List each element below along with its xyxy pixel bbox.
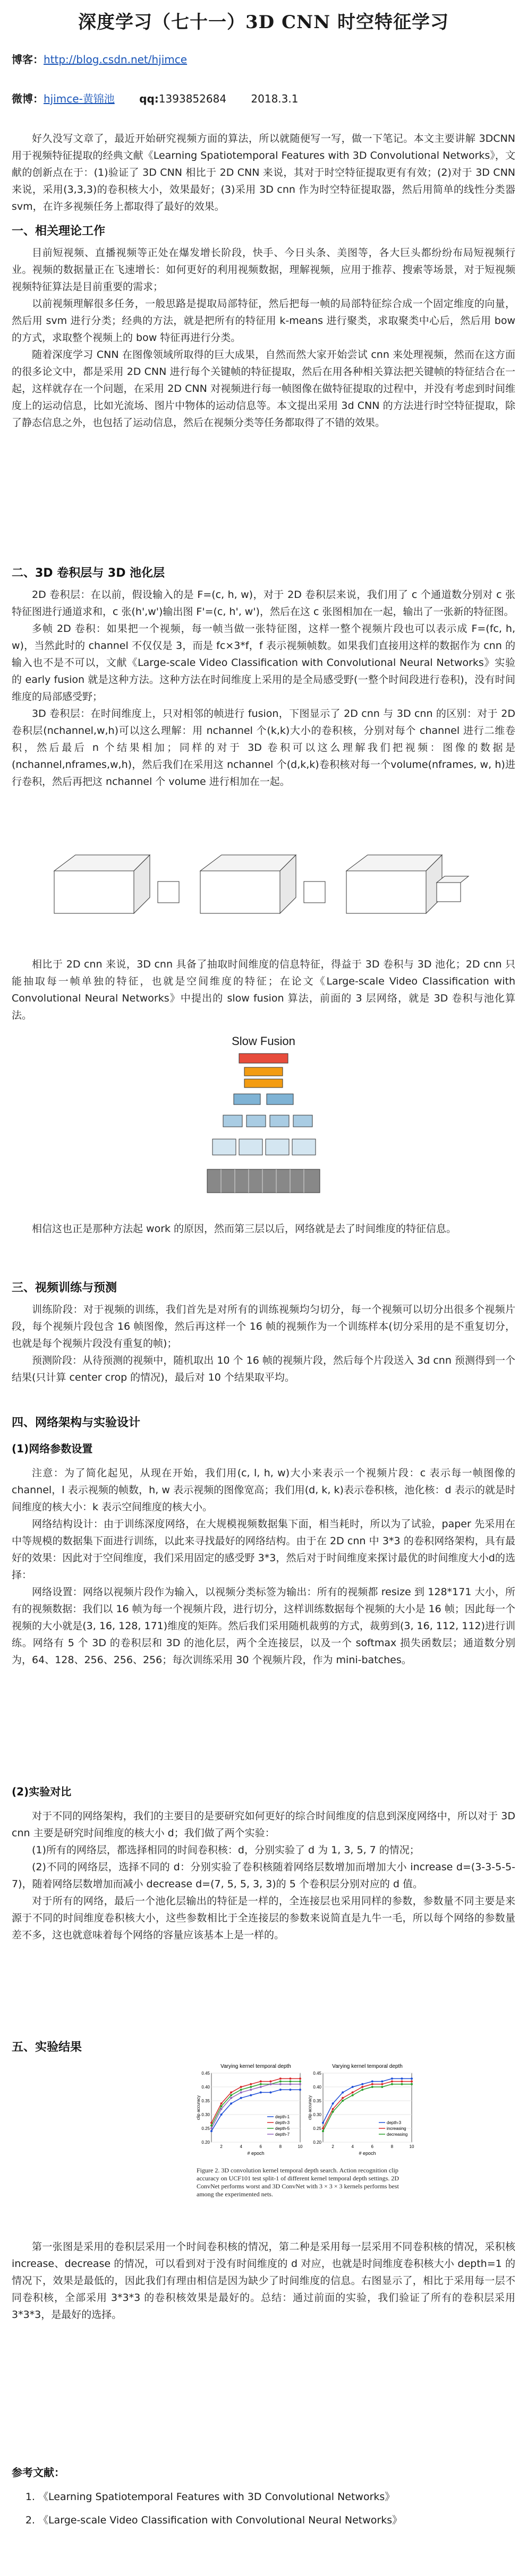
- data-point: [391, 2077, 393, 2079]
- y-tick-label: 0.35: [313, 2099, 321, 2103]
- references-heading: 参考文献：: [12, 2466, 65, 2479]
- s2-paragraph: 相信这也正是那种方法起 work 的原因，然而第三层以后，网络就是去了时间维度的特征信息。: [32, 1223, 457, 1235]
- data-point: [342, 2091, 344, 2093]
- data-point: [240, 2086, 242, 2088]
- data-point: [332, 2102, 334, 2104]
- s5-paragraph: 第一张图是采用的卷积层采用一个时间卷积核的情况，第二种是采用每一层采用不同卷积核的情况，采积核 increase、decrease 的情况，可以看到对于没有时间维度的 d 对应，也就是时间维度卷积核大小 depth=1 的情况下，效果是最低的，因此我们有理由相信是因为缺少了时间维度的信息。右图显示了，相比于采用每一层不同卷积核，全部采用 3*3*3 的卷积核效果是最好的。总结：通过前面的实验，我们验证了所有的卷积层采用 3*3*3，是最好的选择。: [12, 2241, 515, 2321]
- y-tick-label: 0.30: [201, 2112, 210, 2117]
- section-2-body-c: [12, 1220, 515, 1237]
- slow-fusion-caption: Slow Fusion: [232, 1034, 295, 1048]
- post-date: 2018.3.1: [251, 92, 299, 105]
- data-point: [230, 2097, 232, 2099]
- s1-paragraph: 随着深度学习 CNN 在图像领域所取得的巨大成果，自然而然大家开始尝试 cnn 来处理视频，然而在这方面的很多论文中，都是采用 2D CNN 进行每个关键帧的特征提取，然后在用各种相关算法把关键帧的特征结合在一起，这样就存在一个问题，在采用 2D CNN 对视频进行每一帧图像在做特征提取的过程中，并没有考虑到时间维度上的运动信息，比如光流场、图片中物体的运动信息等。本文提出采用 3d CNN 的方法进行时空特征提取，除了静态信息之外，也包括了运动信息，然后在视频分类等任务都取得了不错的效果。: [12, 349, 515, 429]
- data-point: [371, 2086, 373, 2088]
- data-point: [220, 2108, 223, 2110]
- data-point: [260, 2081, 262, 2083]
- data-point: [260, 2086, 262, 2088]
- data-point: [411, 2081, 413, 2083]
- data-point: [220, 2113, 223, 2116]
- section-2-body-a: [12, 586, 515, 790]
- data-point: [401, 2083, 403, 2085]
- data-point: [230, 2102, 232, 2104]
- s4-paragraph: 网络设置：网络以视频片段作为输入，以视频分类标签为输出：所有的视频都 resize 到 128*171 大小，所有的视频数据：我们以 16 帧为每一个视频片段，进行切分，这样训练数据每个视频的大小是 16 帧；因此每一个视频的大小就是(3, 16, 128, 171)维度的矩阵。然后我们采用随机裁剪的方式，裁剪到(3, 16, 112, 112)进行训练。网络有 5 个 3D 的卷积层和 3D 的池化层，两个全连接层，以及一个 softmax 损失函数层；通道数分别为，64、128、256、256、256；每次训练采用 30 个视频片段，作为 mini-batches。: [12, 1586, 515, 1666]
- data-point: [260, 2083, 262, 2085]
- y-tick-label: 0.35: [201, 2099, 210, 2103]
- y-tick-label: 0.40: [313, 2085, 321, 2090]
- 2d-conv-multiframe-diagram: [200, 855, 325, 913]
- qq-number: 1393852684: [158, 92, 227, 105]
- legend-label: depth-1: [275, 2115, 290, 2119]
- s4-paragraph: (2)不同的网络层，选择不同的 d：分别实验了卷积核随着网络层数增加而增加大小 increase d=(3-3-5-5-7)，随着网络层数增加而减小 decrease d=(7, 5, 5, 3, 3)的 5 个卷积层分别对应的 d 值。: [12, 1861, 515, 1890]
- s4-paragraph: (1)所有的网络层，都选择相同的时间卷积核：d，分别实验了 d 为 1, 3, 5, 7 的情况；: [32, 1844, 420, 1856]
- conv-diagrams: [49, 850, 474, 924]
- fc-layer: [244, 1079, 283, 1088]
- data-point: [250, 2089, 252, 2091]
- x-tick-label: 6: [371, 2144, 374, 2149]
- y-tick-label: 0.20: [201, 2140, 210, 2145]
- data-point: [269, 2081, 271, 2083]
- data-point: [381, 2086, 383, 2088]
- s1-paragraph: 以前视频理解很多任务，一般思路是提取局部特征，然后把每一帧的局部特征综合成一个固定维度的向量，然后用 svm 进行分类；经典的方法，就是把所有的特征用 k-means 进行聚类，求取聚类中心后，然后用 bow 的方式，求取整个视频上的 bow 特征再进行分类。: [12, 298, 515, 344]
- data-point: [240, 2091, 242, 2093]
- legend-label: depth-3: [275, 2120, 290, 2125]
- data-point: [269, 2083, 271, 2085]
- data-point: [250, 2094, 252, 2096]
- section-2-heading: 二、3D 卷积层与 3D 池化层: [12, 567, 165, 580]
- blog-link[interactable]: http://blog.csdn.net/hjimce: [44, 53, 188, 66]
- data-point: [279, 2089, 282, 2091]
- 3d-conv-diagram: [346, 855, 469, 913]
- data-point: [371, 2081, 373, 2083]
- blog-line: [12, 51, 187, 66]
- data-point: [381, 2083, 383, 2085]
- data-point: [299, 2077, 301, 2079]
- conv-layer-row: [223, 1115, 312, 1127]
- output-layer: [239, 1054, 288, 1063]
- section-3-heading: 三、视频训练与预测: [12, 1281, 117, 1295]
- data-point: [240, 2097, 242, 2099]
- data-point: [299, 2089, 301, 2091]
- reference-item: 1. 《Learning Spatiotemporal Features with 3D Convolutional Networks》: [38, 2485, 515, 2509]
- y-tick-label: 0.40: [201, 2085, 210, 2090]
- qq-label: qq:: [139, 92, 159, 105]
- legend-label: decreasing: [387, 2132, 408, 2137]
- x-tick-label: 4: [240, 2144, 242, 2149]
- data-point: [260, 2091, 262, 2093]
- conv-layer-row: [212, 1139, 316, 1155]
- data-point: [371, 2083, 373, 2085]
- section-4-sub1: (1)网络参数设置: [12, 1442, 93, 1455]
- results-chart-svg: [197, 2061, 414, 2162]
- x-tick-label: 4: [351, 2144, 354, 2149]
- weibo-line: [12, 90, 298, 106]
- x-tick-label: 2: [220, 2144, 223, 2149]
- data-point: [361, 2089, 363, 2091]
- blog-label: 博客：: [12, 53, 44, 66]
- input-frames: [207, 1169, 320, 1193]
- data-point: [352, 2091, 354, 2093]
- fc-layer: [244, 1067, 283, 1076]
- y-axis-label: clip accuracy: [308, 2095, 312, 2120]
- x-axis-label: # epoch: [359, 2151, 376, 2156]
- s2-paragraph: 相比于 2D cnn 来说，3D cnn 具备了抽取时间维度的信息特征，得益于 3D 卷积与 3D 池化；2D cnn 只能抽取每一帧单独的特征，也就是空间维度的特征；在论文《Large-scale Video Classification with Convolutional Neural Networks》中提出的 slow fusion 算法，前面的 3 层网络，就是 3D 卷积与池化算法。: [12, 958, 515, 1021]
- data-point: [220, 2105, 223, 2107]
- section-5-body: [12, 2238, 515, 2323]
- reference-item: 2. 《Large-scale Video Classification with Convolutional Neural Networks》: [38, 2509, 515, 2532]
- legend-label: depth-3: [387, 2120, 402, 2125]
- s4-paragraph: 注意：为了简化起见，从现在开始，我们用(c, l, h, w)大小来表示一个视频片段：c 表示每一帧图像的 channel，l 表示视频的帧数，h, w 表示视频的图像宽高；我们用(d, k, k)表示卷积核，池化核：d 表示的就是时间维度的核大小：k 表示空间维度的核大小。: [12, 1467, 515, 1513]
- s2-paragraph: 3D 卷积层：在时间维度上，只对相邻的帧进行 fusion，下图显示了 2D cnn 与 3D cnn 的区别：对于 2D 卷积层(nchannel,w,h)可以这么理解：用 nchannel 个(k,k)大小的卷积核，分别对每个 channel 进行二维卷积，然后最后 n 个结果相加；同样的对于 3D 卷积可以这么理解我们把视频：图像的数据是(nchannel,nframes,w,h)，然后我们在采用这 nchannel 个(d,k,k)卷积核对每一个volume(nframes, w, h)进行卷积，然后再把这 nchannel 个 volume 进行相加在一起。: [12, 708, 515, 788]
- data-point: [240, 2089, 242, 2091]
- y-tick-label: 0.25: [201, 2126, 210, 2131]
- weibo-link[interactable]: hjimce-黄锦池: [44, 92, 115, 105]
- section-5-heading: 五、实验结果: [12, 2041, 82, 2054]
- slow-fusion-figure: [202, 1034, 325, 1204]
- data-point: [289, 2081, 291, 2083]
- section-4-body-a: [12, 1465, 515, 1668]
- data-point: [279, 2081, 282, 2083]
- legend-label: increasing: [387, 2126, 406, 2131]
- data-point: [391, 2083, 393, 2085]
- section-2-body-b: [12, 956, 515, 1024]
- data-point: [411, 2083, 413, 2085]
- y-tick-label: 0.20: [313, 2140, 321, 2145]
- data-point: [352, 2086, 354, 2088]
- s3-paragraph: 预测阶段：从待预测的视频中，随机取出 10 个 16 帧的视频片段，然后每个片段送入 3d cnn 预测得到一个结果(只计算 center crop 的情况)，最后对 10 个结果取平均。: [12, 1355, 515, 1383]
- data-point: [381, 2081, 383, 2083]
- chart-title: Varying kernel temporal depth: [220, 2064, 291, 2069]
- section-1-body: [12, 244, 515, 431]
- data-point: [230, 2091, 232, 2093]
- intro: [12, 130, 515, 215]
- weibo-label: 微博：: [12, 92, 44, 105]
- s4-paragraph: 对于所有的网络，最后一个池化层输出的特征是一样的，全连接层也采用同样的参数，参数量不同主要是来源于不同的时间维度卷积核大小，这些参数相比于全连接层的参数来说简直是九牛一毛，所以每个网络的参数量差不多，这也就意味着每个网络的容量应该基本上是一样的。: [12, 1895, 515, 1941]
- data-point: [352, 2094, 354, 2096]
- y-tick-label: 0.25: [313, 2126, 321, 2131]
- y-tick-label: 0.45: [313, 2071, 321, 2076]
- s2-paragraph: 2D 卷积层：在以前，假设输入的是 F=(c, h, w)，对于 2D 卷积层来说，我们用了 c 个通道数分别对 c 张特征图进行通道求和，c 张(h',w')输出图 F'=(c, h', w')，然后在这 c 张图相加在一起，输出了一张新的特征图。: [12, 589, 515, 618]
- x-axis-label: # epoch: [247, 2151, 265, 2156]
- data-point: [322, 2122, 324, 2124]
- data-point: [289, 2083, 291, 2085]
- data-point: [289, 2077, 291, 2079]
- slow-fusion-svg: [202, 1051, 325, 1203]
- data-point: [391, 2081, 393, 2083]
- data-point: [332, 2111, 334, 2113]
- data-point: [210, 2127, 212, 2129]
- x-tick-label: 2: [332, 2144, 334, 2149]
- data-point: [299, 2081, 301, 2083]
- section-3-body: [12, 1301, 515, 1386]
- data-point: [401, 2077, 403, 2079]
- data-point: [210, 2130, 212, 2132]
- data-point: [279, 2077, 282, 2079]
- x-tick-label: 6: [259, 2144, 262, 2149]
- 2d-conv-diagram: [54, 855, 179, 913]
- legend-label: depth-5: [275, 2126, 290, 2131]
- data-point: [361, 2083, 363, 2085]
- section-4-sub2: (2)实验对比: [12, 1785, 72, 1798]
- data-point: [220, 2102, 223, 2104]
- data-point: [299, 2083, 301, 2085]
- x-tick-label: 10: [298, 2144, 303, 2149]
- x-tick-label: 8: [279, 2144, 282, 2149]
- s4-paragraph: 网络结构设计：由于训练深度网络，在大规模视频数据集下面，相当耗时，所以为了试验，paper 先采用在中等规模的数据集下面进行训练，以此来寻找最好的网络结构。由于在 2D cnn 中 3*3 的卷积网络架构，具有最好的效果：因此对于空间维度，我们采用固定的感受野 3*3，然后对于时间维度来探讨最优的时间维度大小d的选择：: [12, 1518, 515, 1581]
- data-point: [411, 2077, 413, 2079]
- conv-layer-row: [234, 1094, 293, 1105]
- data-point: [342, 2097, 344, 2099]
- results-figure: [197, 2061, 414, 2221]
- section-4-heading: 四、网络架构与实验设计: [12, 1416, 141, 1430]
- x-tick-label: 10: [409, 2144, 414, 2149]
- conv-diagram-svg: [49, 850, 474, 924]
- data-point: [269, 2091, 271, 2093]
- data-point: [250, 2083, 252, 2085]
- y-axis-label: clip accuracy: [196, 2095, 201, 2120]
- data-point: [361, 2086, 363, 2088]
- page-title: 深度学习（七十一）3D CNN 时空特征学习: [78, 12, 449, 33]
- data-point: [401, 2081, 403, 2083]
- data-point: [250, 2086, 252, 2088]
- data-point: [332, 2108, 334, 2110]
- data-point: [342, 2100, 344, 2102]
- legend-label: depth-7: [275, 2132, 290, 2137]
- data-point: [279, 2083, 282, 2085]
- s1-paragraph: 目前短视频、直播视频等正处在爆发增长阶段，快手、今日头条、美图等，各大巨头都纷纷布局短视频行业。视频的数据量正在飞速增长：如何更好的利用视频数据，理解视频，应用于推荐、搜索等场景，对于短视频视频特征算法是目前重要的需求；: [12, 247, 515, 293]
- data-point: [322, 2130, 324, 2132]
- section-4-body-b: [12, 1808, 515, 1944]
- y-tick-label: 0.45: [201, 2071, 210, 2076]
- s3-paragraph: 训练阶段：对于视频的训练，我们首先是对所有的训练视频均匀切分，每一个视频可以切分出很多个视频片段，每个视频片段包含 16 帧图像，然后再这样一个 16 帧的视频作为一个训练样本(切分采用的是不重复切分，也就是每个视频片段没有重复的帧)；: [12, 1304, 515, 1349]
- x-tick-label: 8: [390, 2144, 394, 2149]
- s4-paragraph: 对于不同的网络架构，我们的主要目的是要研究如何更好的综合时间维度的信息到深度网络中，所以对于 3D cnn 主要是研究时间维度的核大小 d；我们做了两个实验：: [12, 1810, 515, 1839]
- chart-title: Varying kernel temporal depth: [332, 2064, 403, 2069]
- section-1-heading: 一、相关理论工作: [12, 225, 106, 238]
- y-tick-label: 0.30: [313, 2112, 321, 2117]
- intro-paragraph: 好久没写文章了，最近开始研究视频方面的算法，所以就随便写一写，做一下笔记。本文主要讲解 3DCNN 用于视频特征提取的经典文献《Learning Spatiotemporal Features with 3D Convolutional Networks》，文献的创新点在于：(1)验证了 3D CNN 相比于 2D CNN 来说，其对于时空特征提取更有有效；(2)对于 3D CNN 来说，采用(3,3,3)的卷积核大小，效果最好；(3)采用 3D cnn 作为时空特征提取器，然后用简单的线性分类器 svm，在许多视频任务上都取得了最好的效果。: [12, 133, 515, 212]
- results-figure-caption: Figure 2. 3D convolution kernel temporal depth search. Action recognition clip accuracy on UCF101 test split-1 of different kernel temporal depth settings. 2D ConvNet performs worst and 3D ConvNet with 3 × 3 × 3 kernels performs best among the experimented nets.: [197, 2167, 400, 2198]
- references-list: [12, 2485, 515, 2532]
- s2-paragraph: 多帧 2D 卷积：如果把一个视频，每一帧当做一张特征图，这样一整个视频片段也可以表示成 F=(fc, h, w)，当然此时的 channel 不仅仅是 3，而是 fc×3*f，f 表示视频帧数。如果我们直接用这样的数据作为 cnn 的输入也不是不可以，文献《Large-scale Video Classification with Convolutional Neural Networks》实验的 early fusion 就是这种方法。这种方法在时间维度上采用的是全局感受野(一整个时间段进行卷积)，没有时间维度的局部感受野；: [12, 623, 515, 703]
- data-point: [289, 2089, 291, 2091]
- data-point: [230, 2094, 232, 2096]
